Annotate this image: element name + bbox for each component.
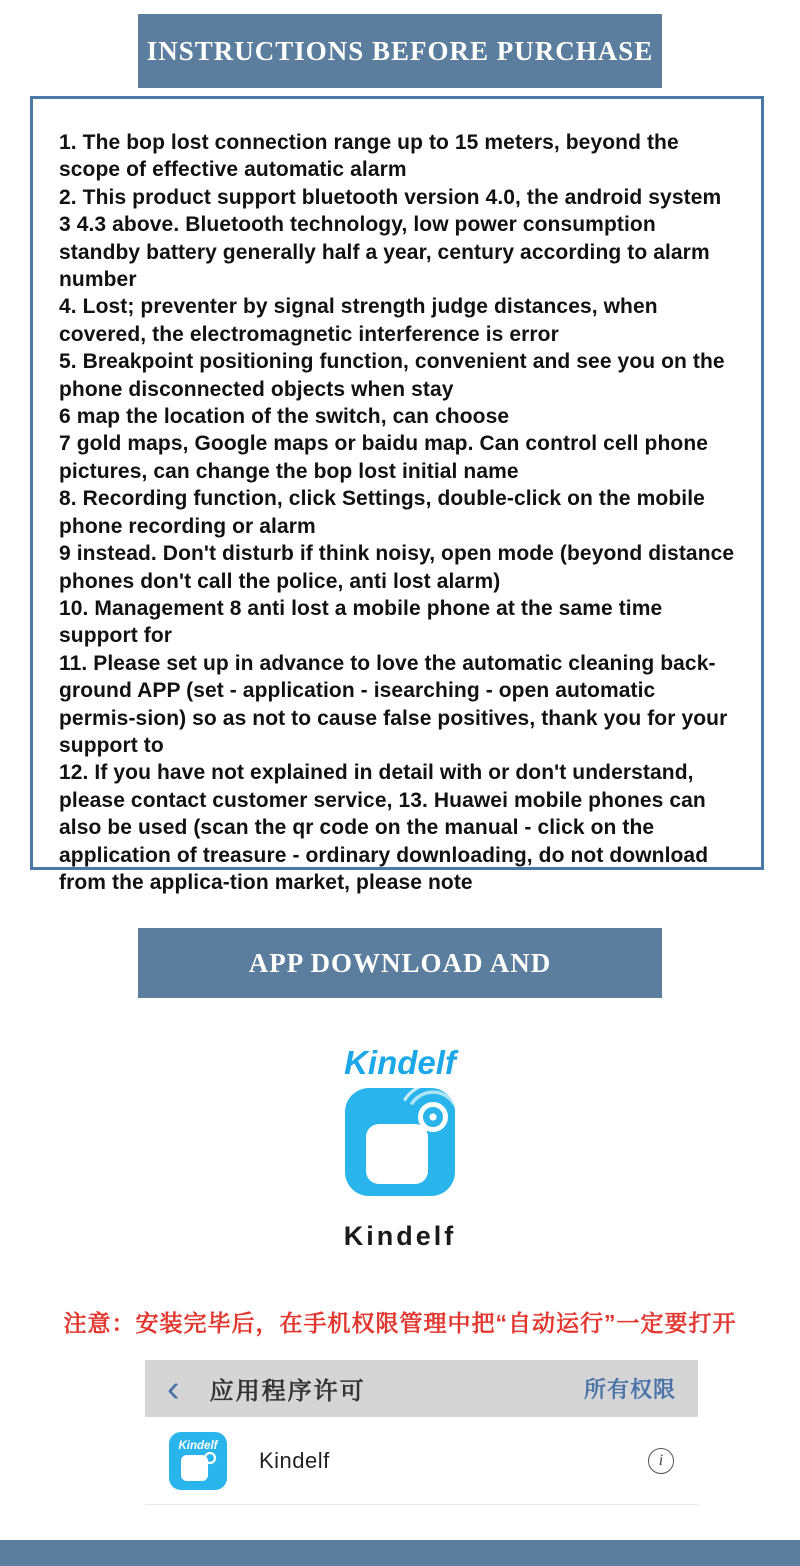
info-icon[interactable]: i [648,1448,674,1474]
instructions-box [30,96,764,894]
permission-app-name: Kindelf [259,1447,330,1473]
permissions-header [145,1360,698,1417]
kindelf-logo-text: Kindelf [344,1044,456,1081]
kindelf-mini-app-icon [169,1432,227,1490]
instruction-item: 12. If you have not explained in detail with or don't understand, please contact customer service, 13. Huawei mobile phones can also be used (scan the qr code on the manual - click on the application of treasure - ordinary downloading, do not download from the applica-tion market, please note [59,761,709,894]
instruction-item: 6 map the location of the switch, can choose [59,405,510,429]
app-permission-row[interactable] [145,1417,698,1505]
permissions-screenshot [145,1360,698,1505]
instruction-item: 10. Management 8 anti lost a mobile phone at the same time support for [59,596,663,648]
instruction-item: 4. Lost; preventer by signal strength judge distances, when covered, the electromagnetic interference is error [59,295,658,346]
section-title-instructions: INSTRUCTIONS BEFORE PURCHASE [146,36,654,66]
tracker-tile-icon [366,1124,428,1184]
instruction-item: 7 gold maps, Google maps or baidu map. Can control cell phone pictures, can change the bop lost initial name [59,432,709,483]
app-logo-block [0,1044,800,1252]
mini-logo-text: Kindelf [178,1439,218,1452]
kindelf-app-icon [312,1044,488,1206]
instruction-item: 1. The bop lost connection range up to 15 meters, beyond the scope of effective automatic alarm [59,131,679,182]
bottom-banner-strip [0,1540,800,1566]
instruction-item: 5. Breakpoint positioning function, convenient and see you on the phone disconnected objects when stay [59,350,725,401]
app-name-label: Kindelf [343,1221,457,1251]
all-permissions-link[interactable]: 所有权限 [583,1377,676,1402]
instruction-item: 9 instead. Don't disturb if think noisy, open mode (beyond distance phones don't call the police, anti lost alarm) [59,542,735,593]
section-title-app-download: APP DOWNLOAD AND INSTALLATION [248,948,552,1048]
instruction-item: 11. Please set up in advance to love the automatic cleaning back-ground APP (set - application - isearching - open automatic permis-sion) so as not to cause false positives, thank you for your support to [59,651,728,757]
ring-dot [429,1113,436,1120]
instruction-item: 2. This product support bluetooth version 4.0, the android system 3 4.3 above. Bluetooth technology, low power consumption standby battery generally half a year, century according to alarm number [59,185,722,292]
section-header-instructions [138,14,662,88]
section-header-app-download [138,928,662,1048]
back-icon[interactable]: ‹ [167,1367,180,1410]
permissions-title: 应用程序许可 [209,1378,366,1405]
install-notice-text: 注意：安装完毕后，在手机权限管理中把“自动运行”一定要打开 [63,1310,737,1336]
instruction-item: 8. Recording function, click Settings, double-click on the mobile phone recording or alarm [59,487,705,538]
